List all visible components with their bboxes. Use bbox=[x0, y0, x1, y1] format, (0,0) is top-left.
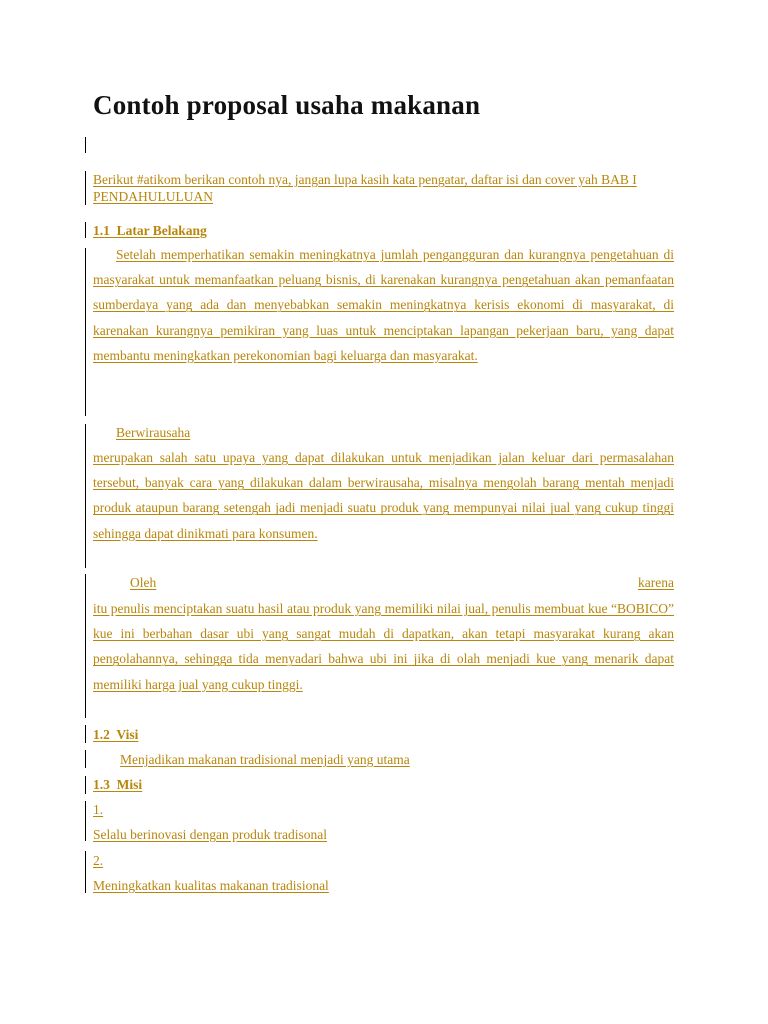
paragraph-latar-belakang-3: itu penulis menciptakan suatu hasil atau produk yang memiliki nilai jual, penulis membuat kue “BOBICO” kue ini berbahan dasar ubi yang sangat mudah di dapatkan, akan tetapi masyarakat kurang akan pengolahannya, sehingga tida menyadari bahwa ubi ini jika di olah menjadi kue yang menarik dapat memiliki harga jual yang cukup tinggi. bbox=[93, 601, 674, 692]
change-bar bbox=[85, 171, 86, 205]
misi-item-2-text: Meningkatkan kualitas makanan tradisional bbox=[93, 878, 329, 893]
misi-item-2-number: 2. bbox=[93, 853, 104, 868]
change-bar bbox=[85, 248, 86, 416]
paragraph-latar-belakang-2: merupakan salah satu upaya yang dapat dilakukan untuk menjadikan jalan keluar dari permasalahan tersebut, banyak cara yang dilakukan dalam berwirausaha, misalnya mengolah barang mentah menjadi produk ataupun barang setengah jadi menjadi suatu produk yang mempunyai nilai jual yang cukup tinggi sehingga dapat dinikmati para konsumen. bbox=[93, 450, 674, 541]
change-bar bbox=[85, 776, 86, 794]
misi-item-1-text: Selalu berinovasi dengan produk tradisonal bbox=[93, 827, 327, 842]
change-bar bbox=[85, 801, 86, 841]
misi-item-1-number: 1. bbox=[93, 802, 104, 817]
change-bar bbox=[85, 574, 86, 718]
change-bar bbox=[85, 851, 86, 893]
paragraph-latar-belakang-1: Setelah memperhatikan semakin meningkatnya jumlah pengangguran dan kurangnya pengetahuan di masyarakat untuk memanfaatkan peluang bisnis, di karenakan kurangnya pengetahuan akan pemanfaatan sumberdaya yang ada dan menyebabkan semakin meningkatnya kerisis ekonomi di masyarakat, di karenakan kurangnya pemikiran yang luas untuk menciptakan lapangan pekerjaan baru, yang dapat membantu meningkatkan perekonomian bagi keluarga dan masyarakat. bbox=[93, 247, 674, 363]
intro-text: Berikut #atikom berikan contoh nya, jangan lupa kasih kata pengatar, daftar isi dan cover yah BAB I PENDAHULULUAN bbox=[93, 172, 637, 204]
change-bar bbox=[85, 725, 86, 743]
paragraph-3-last-word: karena bbox=[638, 575, 674, 590]
paragraph-3-first-line bbox=[93, 575, 674, 591]
section-heading-misi: 1.3 Misi bbox=[93, 777, 143, 792]
page-title: Contoh proposal usaha makanan bbox=[93, 90, 481, 120]
change-bar bbox=[85, 750, 86, 768]
paragraph-3-first-word: Oleh bbox=[130, 575, 157, 590]
visi-text: Menjadikan makanan tradisional menjadi yang utama bbox=[120, 752, 410, 767]
section-heading-visi: 1.2 Visi bbox=[93, 727, 139, 742]
change-bar bbox=[85, 222, 86, 238]
section-heading-latar-belakang: 1.1 Latar Belakang bbox=[93, 223, 207, 238]
cursor-marker bbox=[85, 137, 86, 153]
paragraph-2-first-line: Berwirausaha bbox=[116, 425, 191, 440]
change-bar bbox=[85, 424, 86, 568]
